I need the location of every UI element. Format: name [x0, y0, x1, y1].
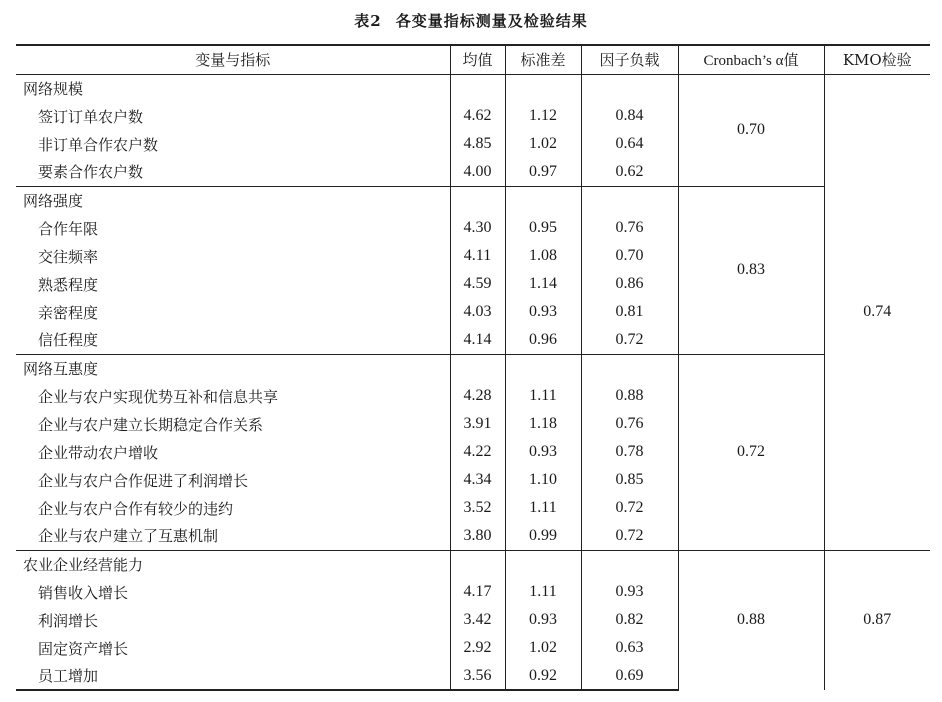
mean-cell: 3.80 [450, 522, 505, 550]
loading-cell: 0.88 [581, 382, 678, 410]
sd-cell: 1.08 [505, 242, 581, 270]
header-variable: 变量与指标 [16, 45, 450, 74]
mean-cell: 4.34 [450, 466, 505, 494]
mean-cell: 3.42 [450, 606, 505, 634]
loading-cell [581, 74, 678, 102]
indicator-label: 员工增加 [16, 662, 450, 690]
group-row [16, 354, 930, 382]
sd-cell: 0.93 [505, 298, 581, 326]
indicator-label: 企业与农户建立了互惠机制 [38, 527, 219, 546]
indicator-label: 签订订单农户数 [38, 107, 144, 126]
sd-cell [505, 550, 581, 578]
loading-cell: 0.84 [581, 102, 678, 130]
group-row [16, 186, 930, 214]
mean-cell: 3.52 [450, 494, 505, 522]
loading-cell: 0.72 [581, 522, 678, 550]
mean-cell: 4.00 [450, 158, 505, 186]
group-row [16, 550, 930, 578]
loading-cell [581, 354, 678, 382]
sd-cell [505, 186, 581, 214]
sd-cell: 1.11 [505, 382, 581, 410]
indicator-label: 企业与农户合作促进了利润增长 [38, 471, 249, 490]
loading-cell: 0.76 [581, 214, 678, 242]
alpha-cell: 0.70 [678, 74, 824, 186]
mean-cell: 3.56 [450, 662, 505, 690]
sd-cell: 1.14 [505, 270, 581, 298]
table-body [16, 74, 930, 690]
mean-cell: 4.85 [450, 130, 505, 158]
mean-cell: 4.59 [450, 270, 505, 298]
loading-cell [581, 186, 678, 214]
mean-cell: 4.22 [450, 438, 505, 466]
loading-cell: 0.69 [581, 662, 678, 690]
sd-cell: 0.97 [505, 158, 581, 186]
table-number: 表2 [354, 12, 382, 30]
group-row [16, 74, 930, 102]
header-loading: 因子负载 [581, 45, 678, 74]
sd-cell [505, 354, 581, 382]
sd-cell: 0.92 [505, 662, 581, 690]
loading-cell: 0.85 [581, 466, 678, 494]
mean-cell: 3.91 [450, 410, 505, 438]
indicator-label: 要素合作农户数 [38, 163, 144, 182]
alpha-cell: 0.83 [678, 186, 824, 354]
loading-cell: 0.63 [581, 634, 678, 662]
loading-cell: 0.62 [581, 158, 678, 186]
indicator-label: 合作年限 [38, 219, 99, 238]
mean-cell: 4.03 [450, 298, 505, 326]
sd-cell [505, 74, 581, 102]
sd-cell: 1.10 [505, 466, 581, 494]
mean-cell [450, 550, 505, 578]
indicator-label: 熟悉程度 [38, 275, 99, 294]
group-name: 农业企业经营能力 [16, 550, 450, 578]
mean-cell: 4.17 [450, 578, 505, 606]
sd-cell: 1.18 [505, 410, 581, 438]
indicator-label: 固定资产增长 [38, 639, 129, 658]
loading-cell: 0.82 [581, 606, 678, 634]
kmo-cell: 0.87 [824, 550, 930, 690]
mean-cell [450, 354, 505, 382]
loading-cell: 0.70 [581, 242, 678, 270]
indicator-label: 企业与农户实现优势互补和信息共享 [38, 387, 279, 406]
kmo-cell: 0.74 [824, 74, 930, 550]
loading-cell: 0.72 [581, 494, 678, 522]
mean-cell: 4.30 [450, 214, 505, 242]
mean-cell [450, 74, 505, 102]
sd-cell: 0.99 [505, 522, 581, 550]
indicator-label: 信任程度 [38, 331, 99, 350]
mean-cell: 2.92 [450, 634, 505, 662]
loading-cell: 0.64 [581, 130, 678, 158]
mean-cell [450, 186, 505, 214]
loading-cell: 0.78 [581, 438, 678, 466]
indicator-label: 亲密程度 [38, 303, 99, 322]
loading-cell [581, 550, 678, 578]
header-mean: 均值 [450, 45, 505, 74]
mean-cell: 4.62 [450, 102, 505, 130]
loading-cell: 0.93 [581, 578, 678, 606]
indicator-label: 企业带动农户增收 [38, 443, 159, 462]
results-table [16, 44, 930, 691]
header-kmo: KMO检验 [824, 45, 930, 74]
indicator-label: 交往频率 [38, 247, 99, 266]
header-alpha: Cronbach’s α值 [678, 45, 824, 74]
alpha-cell: 0.88 [678, 550, 824, 690]
indicator-label: 销售收入增长 [38, 583, 129, 602]
mean-cell: 4.28 [450, 382, 505, 410]
indicator-label: 利润增长 [38, 611, 99, 630]
table-title: 各变量指标测量及检验结果 [395, 12, 588, 30]
mean-cell: 4.11 [450, 242, 505, 270]
group-name: 网络强度 [16, 186, 450, 214]
sd-cell: 0.96 [505, 326, 581, 354]
loading-cell: 0.76 [581, 410, 678, 438]
indicator-label: 企业与农户合作有较少的违约 [38, 499, 234, 518]
group-name: 网络互惠度 [16, 354, 450, 382]
sd-cell: 1.11 [505, 578, 581, 606]
group-name: 网络规模 [16, 74, 450, 102]
sd-cell: 0.93 [505, 606, 581, 634]
sd-cell: 0.93 [505, 438, 581, 466]
indicator-label: 非订单合作农户数 [38, 135, 159, 154]
loading-cell: 0.81 [581, 298, 678, 326]
sd-cell: 1.02 [505, 634, 581, 662]
header-sd: 标准差 [505, 45, 581, 74]
sd-cell: 0.95 [505, 214, 581, 242]
header-row [16, 45, 930, 74]
sd-cell: 1.12 [505, 102, 581, 130]
loading-cell: 0.72 [581, 326, 678, 354]
sd-cell: 1.11 [505, 494, 581, 522]
indicator-label: 企业与农户建立长期稳定合作关系 [38, 415, 264, 434]
loading-cell: 0.86 [581, 270, 678, 298]
mean-cell: 4.14 [450, 326, 505, 354]
table-caption [0, 10, 942, 31]
sd-cell: 1.02 [505, 130, 581, 158]
alpha-cell: 0.72 [678, 354, 824, 550]
